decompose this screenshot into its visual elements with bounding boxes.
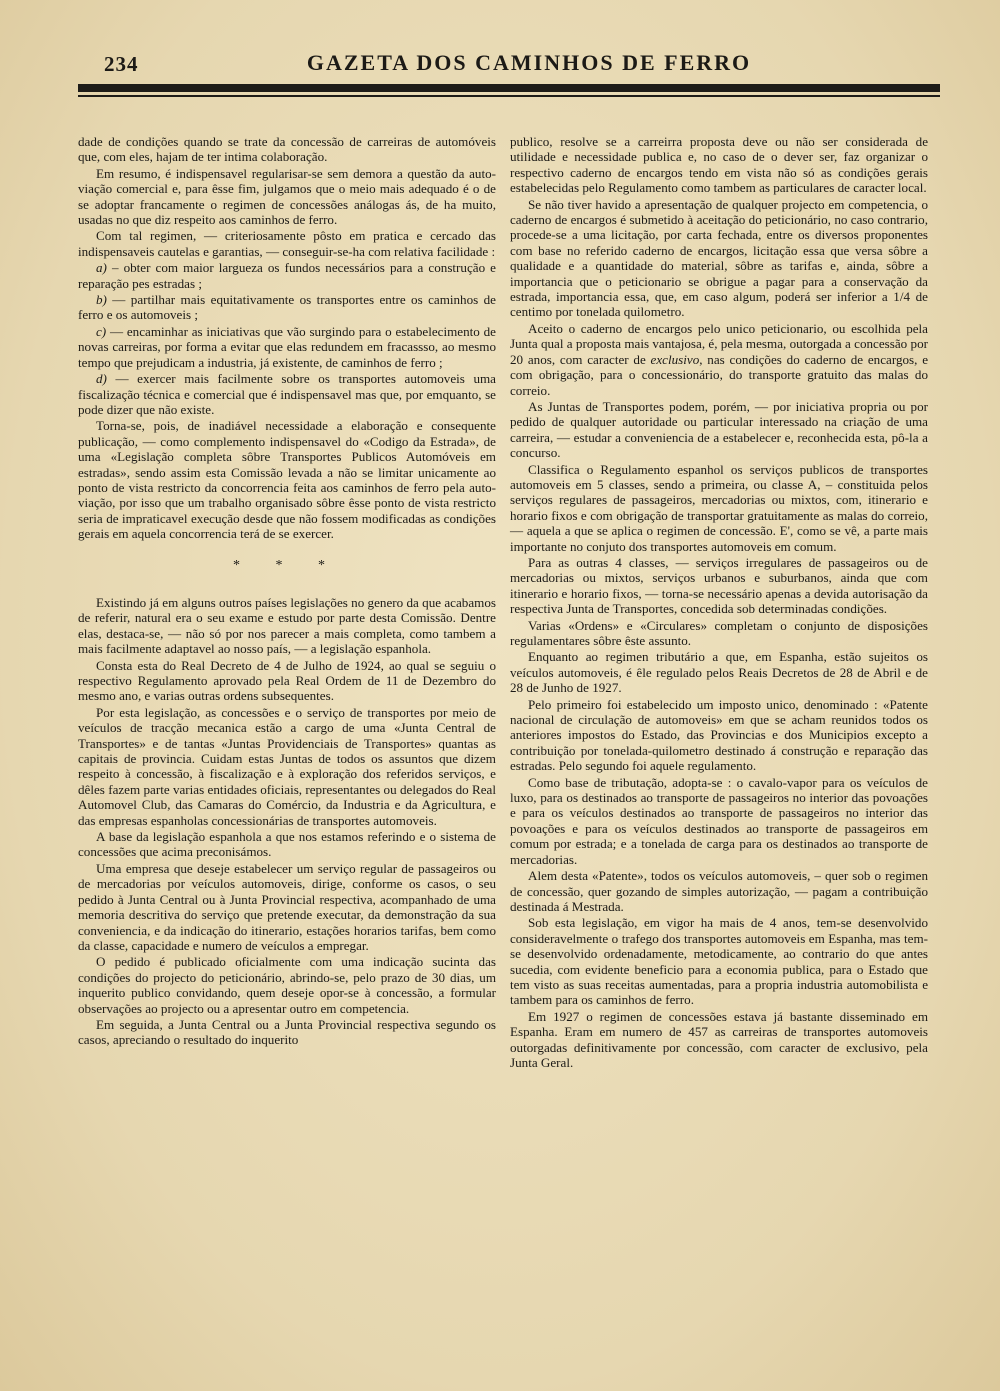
list-item-text: — exercer mais facilmente sobre os transportes automoveis uma fiscalização técnica e comercial que é indispensavel mas que, por emquanto, se pode dizer que não existe. (78, 371, 496, 417)
paragraph (510, 321, 928, 398)
paragraph: Em resumo, é indispensavel regularisar-se sem demora a questão da auto-viação comercial e, para êsse fim, julgamos que o meio mais adequado é o de se adoptar francamente o regimen de concessões análogas ás, de ha muito, usadas no que diz respeito aos caminhos de ferro. (78, 165, 496, 228)
header-rule-thick (78, 84, 940, 92)
right-column (510, 134, 928, 1071)
paragraph: Como base de tributação, adopta-se : o cavalo-vapor para os veículos de luxo, para os destinados ao transporte de passageiros no interior das povoações e para os veículos destinados ao transporte de passageiros no interior das povoações e para os veículos destinados ao transporte de passageiros em comum por estrada; e a tonelada de carga para os destinados ao transporte de mercadorias. (510, 774, 928, 867)
paragraph: A base da legislação espanhola a que nos estamos referindo e o sistema de concessões que acima preconisámos. (78, 829, 496, 860)
list-item (78, 324, 496, 370)
paragraph: Varias «Ordens» e «Circulares» completam o conjunto de disposições regulamentares sôbre êste assunto. (510, 617, 928, 648)
paragraph: Existindo já em alguns outros países legislações no genero da que acabamos de referir, natural era o seu exame e estudo por parte desta Comissão. Dentre elas, destaca-se, — não só por nos parecer a mais completa, como tambem a mais facilmente adaptavel ao nosso país, — a legislação espanhola. (78, 594, 496, 657)
paragraph: Para as outras 4 classes, — serviços irregulares de passageiros ou de mercadorias ou mixtos, serviços urbanos e suburbanos, ainda que com itinerario e horario fixos, — torna-se necessário apenas a devida autorisação da respectiva Junta de Transportes, concedida sob determinadas condições. (510, 554, 928, 617)
paragraph: Consta esta do Real Decreto de 4 de Julho de 1924, ao qual se seguiu o respectivo Regulamento aprovado pela Real Ordem de 11 de Dezembro do mesmo ano, e varias outras ordens subsequentes. (78, 657, 496, 704)
paragraph: Se não tiver havido a apresentação de qualquer projecto em competencia, o caderno de encargos é submetido à aceitação do peticionário, no caso contrario, procede-se a uma licitação, por carta fechada, entre os diversos proponentes com base no referido caderno de encargos, licitação essa que versa sôbre a qualidade e a quantidade do material, sôbre as tarifas e, ainda, sôbre a importancia que o peticionario se obrigue a pagar para a conservação da estrada, importancia essa, que, em caso algum, poderá ser inferior a 1/4 de centimo por tonelada quilometro. (510, 196, 928, 320)
emphasis-text: exclusivo (650, 351, 700, 367)
paragraph: Pelo primeiro foi estabelecido um imposto unico, denominado : «Patente nacional de circulação de automoveis» em que se acham reunidos todos os anteriores impostos do Estado, das Provincias e dos Municipios excepto a contribuição por tonelada-quilometro destinado á construção e reparação das estradas. Pelo segundo foi aquele regulamento. (510, 696, 928, 774)
section-asterism: * * * (233, 557, 341, 573)
journal-title: GAZETA DOS CAMINHOS DE FERRO (306, 50, 752, 75)
header-rule-thin (78, 95, 940, 97)
list-item-label: d) (96, 371, 107, 387)
paragraph: As Juntas de Transportes podem, porém, — por iniciativa propria ou por pedido de qualquer autoridade ou particular interessado na criação de uma carreira, — estudar a conveniencia de a estabelecer e, reconhecida esta, pô-la a concurso. (510, 398, 928, 461)
list-item-text: — partilhar mais equitativamente os transportes entre os caminhos de ferro e os automoveis ; (78, 292, 496, 323)
list-item (78, 260, 496, 291)
list-item (78, 371, 496, 417)
paragraph: Sob esta legislação, em vigor ha mais de 4 anos, tem-se desenvolvido consideravelmente o trafego dos transportes automoveis em Espanha, mas tem-se desenvolvido ordenadamente, metodicamente, ao contrario do que antes sucedia, com evidente beneficio para a economia publica, para o Estado que tem visto as suas receitas aumentadas, para a propria industria automobilista e tambem para os caminhos de ferro. (510, 915, 928, 1008)
list-item (78, 292, 496, 323)
paragraph: Em 1927 o regimen de concessões estava já bastante disseminado em Espanha. Eram em numero de 457 as carreiras de transportes automoveis outorgadas definitivamente por concessão, com caracter de exclusivo, pela Junta Geral. (510, 1008, 928, 1070)
paragraph-text: Aceito o caderno de encargos pelo unico peticionario, ou escolhida pela Junta qual a proposta mais vantajosa, é, pela mesma, outorgada a concessão por 20 anos, com caracter de (510, 320, 928, 367)
page-header (78, 42, 940, 82)
paragraph: Classifica o Regulamento espanhol os serviços publicos de transportes automoveis em 5 classes, sendo a primeira, ou classe A, – constituida pelos serviços regulares de passageiros, mercadorias ou mixtos, com, itinerario e horario fixos e com obrigação de transportar gratuitamente as malas do correio, — aquela a que se aplica o regimen de concessão. E', como se vê, a parte mais importante no conjuto dos transportes automoveis em comum. (510, 461, 928, 554)
paragraph: Enquanto ao regimen tributário a que, em Espanha, estão sujeitos os veículos automoveis, é êle regulado pelos Reais Decretos de 28 de Abril e de 28 de Junho de 1927. (510, 649, 928, 696)
left-column (78, 134, 496, 1049)
paragraph: dade de condições quando se trate da concessão de carreiras de automóveis que, com eles, hajam de ter intima colaboração. (78, 134, 496, 165)
list-item-label: a) (96, 260, 107, 276)
list-item-text: — encaminhar as iniciativas que vão surgindo para o estabelecimento de novas carreiras, por forma a evitar que elas redundem em fracassso, ao mesmo tempo que prejudicam a industria, já existente, de caminhos de ferro ; (78, 323, 496, 370)
paragraph: publico, resolve se a carreirra proposta deve ou não ser considerada de utilidade e necessidade publica e, no caso de o dever ser, faz organizar o respectivo caderno de encargos tendo em vista não só as condições gerais estabelecidas pelo Regulamento como tambem as particulares de caracter local. (510, 134, 928, 196)
list-item-label: b) (96, 292, 107, 308)
paragraph: Com tal regimen, — criteriosamente pôsto em pratica e cercado das indispensaveis cautelas e garantias, — conseguir-se-ha com relativa facilidade : (78, 228, 496, 259)
paragraph: O pedido é publicado oficialmente com uma indicação sucinta das condições do projecto do peticionário, abrindo-se, pelo prazo de 30 dias, um inquerito publico convidando, quem deseje opor-se à concessão, a formular observações ao projecto ou a apresentar outro em competencia. (78, 954, 496, 1016)
paragraph: Por esta legislação, as concessões e o serviço de transportes por meio de veículos de tracção mecanica estão a cargo de uma «Junta Central de Transportes» e de tantas «Juntas Providenciais de Transportes» quantas as capitais de provincia. Cuidam estas Juntas de todos os assuntos que dizem respeito à concessão, à fiscalização e à exploração dos referidos serviços, e dêles fazem parte varias entidades oficiais, representantes ou delegados do Real Automovel Club, das Camaras do Comércio, da Industria e da Agricultura, e das empresas espanholas concessionárias de transportes automoveis. (78, 704, 496, 828)
paragraph: Uma empresa que deseje estabelecer um serviço regular de passageiros ou de mercadorias por veículos automoveis, dirige, conforme os casos, o seu pedido à Junta Central ou à Junta Provincial respectiva, acompanhado de uma memoria descritiva do serviço que pretende executar, da demonstração da sua conveniencia, e da indicação do itinerario, estações horarios tarifas, bem como da classe, capacidade e numero de veículos a empregar. (78, 860, 496, 953)
paragraph: Torna-se, pois, de inadiável necessidade a elaboração e consequente publicação, — como complemento indispensavel do «Codigo da Estrada», de uma «Legislação completa sôbre Transportes Publicos Automóveis em estradas», sendo assim esta Comissão levada a não se limitar unicamente ao ponto de vista restricto da concorrencia feita aos caminhos de ferro pela auto-viação, por isso que um trabalho organisado sôbre êsse ponto de vista restricto seria de impraticavel execução desde que não fossem modificadas as condições gerais em aquela concorrencia terá de se exercer. (78, 418, 496, 542)
list-item-label: c) (96, 323, 107, 339)
list-item-text: – obter com maior largueza os fundos necessários para a construção e reparação pes estradas ; (78, 260, 496, 291)
paragraph: Em seguida, a Junta Central ou a Junta Provincial respectiva segundo os casos, apreciando o resultado do inquerito (78, 1016, 496, 1048)
page-number: 234 (104, 52, 139, 76)
paragraph: Alem desta «Patente», todos os veículos automoveis, – quer sob o regimen de concessão, quer gozando de simples autorização, — pagam a contribuição destinada á Mestrada. (510, 868, 928, 914)
paragraph-text: , nas condições do caderno de encargos, e com obrigação, para o concessionário, do transporte gratuito das malas do correio. (510, 351, 929, 398)
